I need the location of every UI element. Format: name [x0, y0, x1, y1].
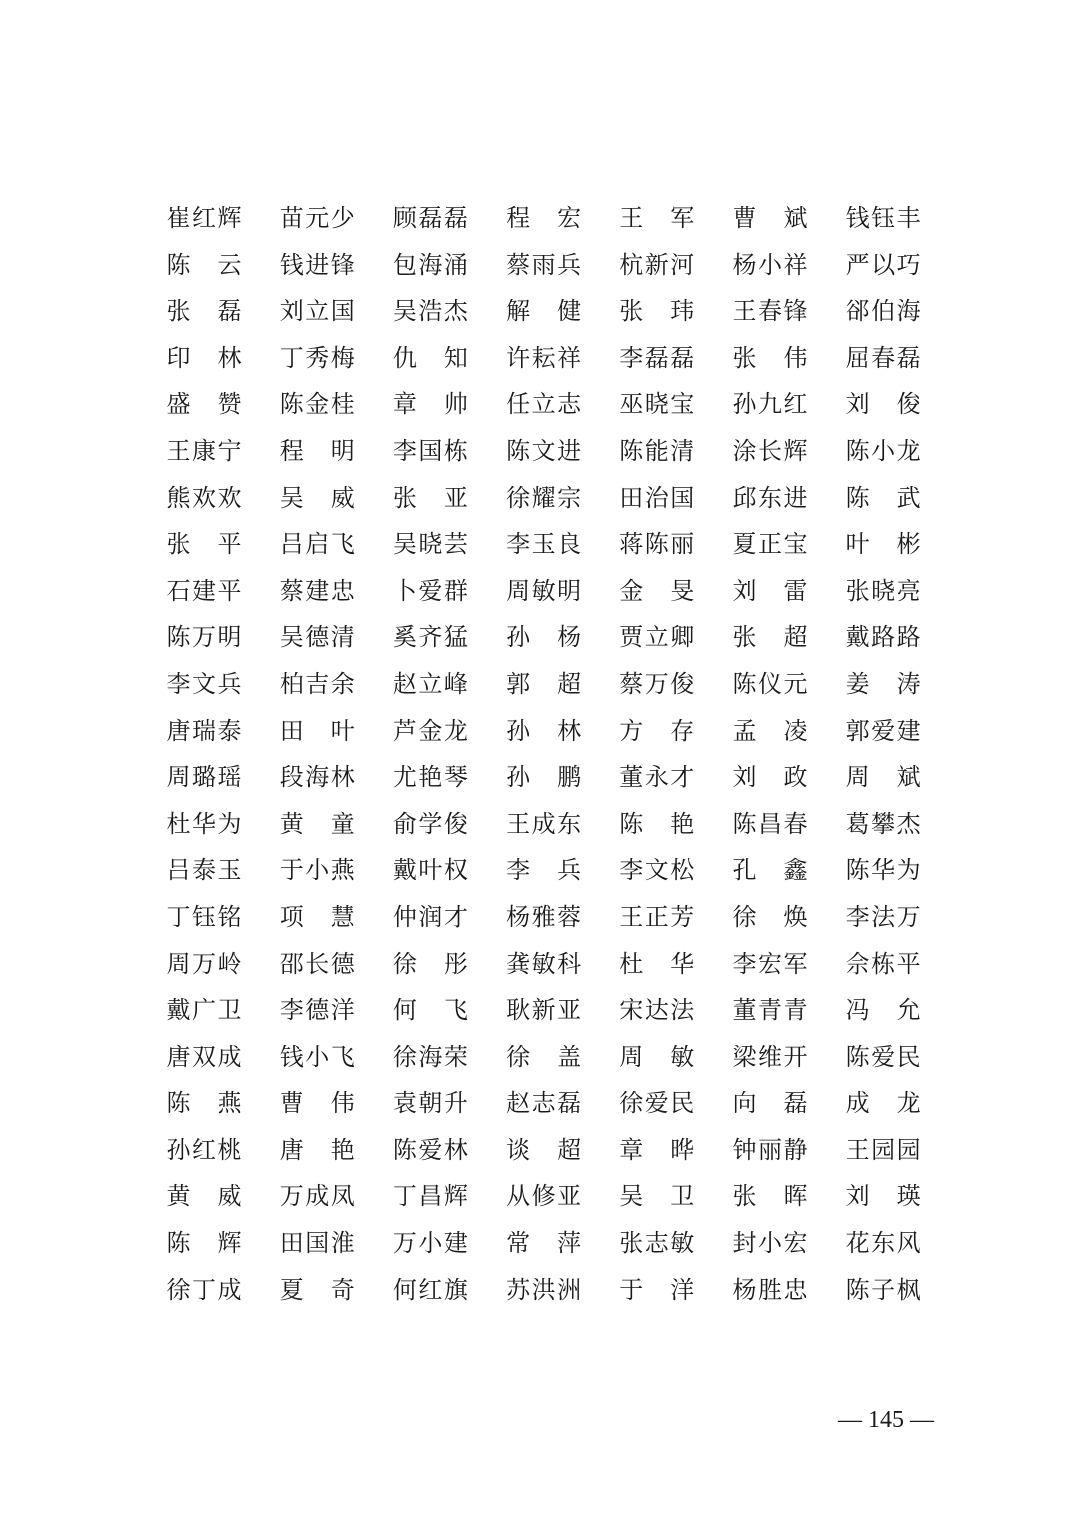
- name-entry: 张 志 敏: [619, 1229, 695, 1258]
- name-entry: 郤 伯 海: [845, 297, 921, 326]
- name-entry: 李 宏 军: [732, 949, 808, 978]
- name-entry: 蒋 陈 丽: [619, 530, 695, 559]
- name-entry: 夏 奇: [279, 1275, 355, 1304]
- name-entry: 赵 志 磊: [506, 1089, 582, 1118]
- name-entry: 张 亚: [392, 483, 468, 512]
- name-entry: 陈 万 明: [166, 623, 242, 652]
- name-entry: 任 立 志: [506, 390, 582, 419]
- name-entry: 陈 爱 林: [392, 1135, 468, 1164]
- name-entry: 王 园 园: [845, 1135, 921, 1164]
- name-entry: 程 宏: [506, 204, 582, 232]
- name-entry: 王 成 东: [506, 809, 582, 838]
- name-entry: 奚 齐 猛: [392, 623, 468, 652]
- name-entry: 李 磊 磊: [619, 343, 695, 372]
- name-entry: 徐 焕: [732, 902, 808, 931]
- name-entry: 孔 鑫: [732, 856, 808, 885]
- name-entry: 常 萍: [506, 1229, 582, 1258]
- name-entry: 陈 华 为: [845, 856, 921, 885]
- name-entry: 花 东 风: [845, 1229, 921, 1258]
- name-entry: 王 军: [619, 204, 695, 232]
- name-entry: 谈 超: [506, 1135, 582, 1164]
- name-entry: 杨 小 祥: [732, 250, 808, 279]
- name-entry: 章 晔: [619, 1135, 695, 1164]
- name-entry: 杨 雅 蓉: [506, 902, 582, 931]
- name-entry: 邱 东 进: [732, 483, 808, 512]
- name-entry: 蔡 建 忠: [279, 576, 355, 605]
- name-entry: 周 斌: [845, 763, 921, 792]
- name-entry: 蔡 雨 兵: [506, 250, 582, 279]
- name-entry: 孙 鹏: [506, 763, 582, 792]
- name-entry: 田 叶: [279, 716, 355, 745]
- name-entry: 李 德 洋: [279, 996, 355, 1025]
- name-entry: 佘 栋 平: [845, 949, 921, 978]
- name-entry: 金 旻: [619, 576, 695, 605]
- name-entry: 吴 晓 芸: [392, 530, 468, 559]
- name-entry: 从 修 亚: [506, 1182, 582, 1211]
- name-entry: 徐 盖: [506, 1042, 582, 1071]
- name-entry: 周 璐 瑶: [166, 763, 242, 792]
- name-entry: 孙 红 桃: [166, 1135, 242, 1164]
- name-entry: 向 磊: [732, 1089, 808, 1118]
- name-entry: 顾 磊 磊: [392, 204, 468, 232]
- name-entry: 万 小 建: [392, 1229, 468, 1258]
- name-entry: 刘 俊: [845, 390, 921, 419]
- name-entry: 夏 正 宝: [732, 530, 808, 559]
- name-entry: 周 万 岭: [166, 949, 242, 978]
- name-entry: 于 洋: [619, 1275, 695, 1304]
- name-entry: 孟 凌: [732, 716, 808, 745]
- name-entry: 杨 胜 忠: [732, 1275, 808, 1304]
- name-entry: 俞 学 俊: [392, 809, 468, 838]
- name-entry: 李 兵: [506, 856, 582, 885]
- name-entry: 叶 彬: [845, 530, 921, 559]
- name-entry: 张 晖: [732, 1182, 808, 1211]
- name-entry: 项 慧: [279, 902, 355, 931]
- name-entry: 张 伟: [732, 343, 808, 372]
- name-entry: 刘 雷: [732, 576, 808, 605]
- name-entry: 黄 威: [166, 1182, 242, 1211]
- name-entry: 陈 金 桂: [279, 390, 355, 419]
- name-entry: 仲 润 才: [392, 902, 468, 931]
- name-entry: 周 敏: [619, 1042, 695, 1071]
- name-entry: 涂 长 辉: [732, 436, 808, 465]
- name-entry: 屈 春 磊: [845, 343, 921, 372]
- name-entry: 李 国 栋: [392, 436, 468, 465]
- name-entry: 龚 敏 科: [506, 949, 582, 978]
- name-entry: 解 健: [506, 297, 582, 326]
- name-entry: 田 国 淮: [279, 1229, 355, 1258]
- name-entry: 陈 辉: [166, 1229, 242, 1258]
- name-entry: 陈 子 枫: [845, 1275, 921, 1304]
- name-entry: 梁 维 开: [732, 1042, 808, 1071]
- name-entry: 钱 钰 丰: [845, 204, 921, 232]
- name-entry: 许 耘 祥: [506, 343, 582, 372]
- name-entry: 唐 瑞 泰: [166, 716, 242, 745]
- name-entry: 吴 浩 杰: [392, 297, 468, 326]
- name-entry: 邵 长 德: [279, 949, 355, 978]
- name-entry: 赵 立 峰: [392, 669, 468, 698]
- name-entry: 王 春 锋: [732, 297, 808, 326]
- name-entry: 卜 爱 群: [392, 576, 468, 605]
- name-entry: 陈 昌 春: [732, 809, 808, 838]
- name-entry: 程 明: [279, 436, 355, 465]
- name-entry: 封 小 宏: [732, 1229, 808, 1258]
- name-list-grid: [166, 198, 958, 1316]
- name-entry: 熊 欢 欢: [166, 483, 242, 512]
- name-entry: 万 成 凤: [279, 1182, 355, 1211]
- name-entry: 张 超: [732, 623, 808, 652]
- name-entry: 张 晓 亮: [845, 576, 921, 605]
- name-entry: 戴 路 路: [845, 623, 921, 652]
- name-entry: 陈 燕: [166, 1089, 242, 1118]
- name-entry: 丁 秀 梅: [279, 343, 355, 372]
- name-entry: 徐 耀 宗: [506, 483, 582, 512]
- name-entry: 徐 爱 民: [619, 1089, 695, 1118]
- name-entry: 苏 洪 洲: [506, 1275, 582, 1304]
- name-entry: 于 小 燕: [279, 856, 355, 885]
- name-entry: 黄 童: [279, 809, 355, 838]
- name-entry: 柏 吉 余: [279, 669, 355, 698]
- name-entry: 钱 进 锋: [279, 250, 355, 279]
- name-entry: 陈 文 进: [506, 436, 582, 465]
- name-entry: 刘 政: [732, 763, 808, 792]
- name-entry: 唐 双 成: [166, 1042, 242, 1071]
- name-entry: 徐 丁 成: [166, 1275, 242, 1304]
- name-entry: 包 海 涌: [392, 250, 468, 279]
- name-entry: 芦 金 龙: [392, 716, 468, 745]
- name-entry: 巫 晓 宝: [619, 390, 695, 419]
- name-entry: 吴 德 清: [279, 623, 355, 652]
- name-entry: 葛 攀 杰: [845, 809, 921, 838]
- name-entry: 袁 朝 升: [392, 1089, 468, 1118]
- name-entry: 王 康 宁: [166, 436, 242, 465]
- name-entry: 蔡 万 俊: [619, 669, 695, 698]
- name-entry: 陈 云: [166, 250, 242, 279]
- name-entry: 石 建 平: [166, 576, 242, 605]
- page-number: — 145 —: [838, 1407, 934, 1433]
- name-entry: 方 存: [619, 716, 695, 745]
- name-entry: 郭 超: [506, 669, 582, 698]
- name-entry: 徐 海 荣: [392, 1042, 468, 1071]
- name-entry: 苗 元 少: [279, 204, 355, 232]
- name-entry: 李 文 兵: [166, 669, 242, 698]
- name-entry: 段 海 林: [279, 763, 355, 792]
- name-entry: 董 青 青: [732, 996, 808, 1025]
- name-entry: 仇 知: [392, 343, 468, 372]
- name-entry: 盛 赞: [166, 390, 242, 419]
- name-entry: 戴 广 卫: [166, 996, 242, 1025]
- name-entry: 崔 红 辉: [166, 204, 242, 232]
- name-entry: 孙 杨: [506, 623, 582, 652]
- name-entry: 何 飞: [392, 996, 468, 1025]
- name-entry: 丁 昌 辉: [392, 1182, 468, 1211]
- name-entry: 周 敏 明: [506, 576, 582, 605]
- name-entry: 陈 仪 元: [732, 669, 808, 698]
- name-entry: 李 文 松: [619, 856, 695, 885]
- name-entry: 刘 瑛: [845, 1182, 921, 1211]
- name-entry: 杜 华: [619, 949, 695, 978]
- name-entry: 张 平: [166, 530, 242, 559]
- name-entry: 钱 小 飞: [279, 1042, 355, 1071]
- name-entry: 张 磊: [166, 297, 242, 326]
- name-entry: 曹 伟: [279, 1089, 355, 1118]
- name-entry: 耿 新 亚: [506, 996, 582, 1025]
- name-entry: 李 玉 良: [506, 530, 582, 559]
- name-entry: 钟 丽 静: [732, 1135, 808, 1164]
- name-entry: 何 红 旗: [392, 1275, 468, 1304]
- name-entry: 陈 武: [845, 483, 921, 512]
- name-entry: 印 林: [166, 343, 242, 372]
- name-entry: 陈 能 清: [619, 436, 695, 465]
- name-entry: 严 以 巧: [845, 250, 921, 279]
- name-entry: 吕 启 飞: [279, 530, 355, 559]
- name-entry: 田 治 国: [619, 483, 695, 512]
- name-entry: 吴 威: [279, 483, 355, 512]
- name-entry: 郭 爱 建: [845, 716, 921, 745]
- name-entry: 冯 允: [845, 996, 921, 1025]
- name-entry: 李 法 万: [845, 902, 921, 931]
- name-entry: 丁 钰 铭: [166, 902, 242, 931]
- name-entry: 章 帅: [392, 390, 468, 419]
- name-entry: 杭 新 河: [619, 250, 695, 279]
- name-entry: 陈 爱 民: [845, 1042, 921, 1071]
- name-entry: 陈 艳: [619, 809, 695, 838]
- name-entry: 姜 涛: [845, 669, 921, 698]
- name-entry: 张 玮: [619, 297, 695, 326]
- name-entry: 杜 华 为: [166, 809, 242, 838]
- name-entry: 孙 九 红: [732, 390, 808, 419]
- name-entry: 吴 卫: [619, 1182, 695, 1211]
- name-entry: 徐 彤: [392, 949, 468, 978]
- name-entry: 董 永 才: [619, 763, 695, 792]
- name-entry: 曹 斌: [732, 204, 808, 232]
- name-entry: 孙 林: [506, 716, 582, 745]
- name-entry: 吕 泰 玉: [166, 856, 242, 885]
- name-entry: 成 龙: [845, 1089, 921, 1118]
- name-entry: 刘 立 国: [279, 297, 355, 326]
- name-entry: 贾 立 卿: [619, 623, 695, 652]
- name-entry: 尤 艳 琴: [392, 763, 468, 792]
- name-entry: 宋 达 法: [619, 996, 695, 1025]
- name-entry: 陈 小 龙: [845, 436, 921, 465]
- name-entry: 戴 叶 权: [392, 856, 468, 885]
- name-entry: 唐 艳: [279, 1135, 355, 1164]
- name-entry: 王 正 芳: [619, 902, 695, 931]
